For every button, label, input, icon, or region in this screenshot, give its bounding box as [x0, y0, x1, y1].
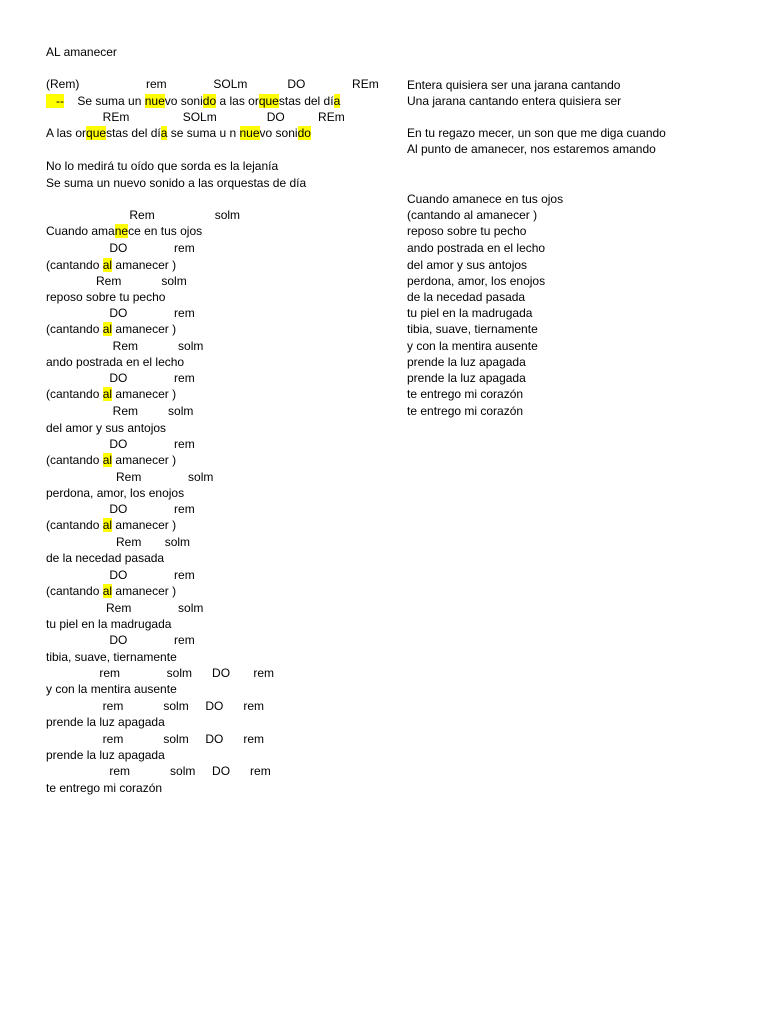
text-line	[407, 305, 532, 321]
text-span: (Rem) rem SOLm DO REm	[46, 77, 379, 91]
text-span: No lo medirá tu oído que sorda es la lejanía	[46, 159, 279, 173]
text-span: (cantando	[46, 387, 103, 401]
text-line	[46, 567, 195, 583]
highlighted-syllable: a	[160, 126, 168, 140]
text-span: Cuando ama	[46, 224, 115, 238]
text-span: Una jarana cantando entera quisiera ser	[407, 94, 622, 108]
highlighted-syllable: do	[297, 126, 311, 140]
text-line	[46, 109, 345, 125]
text-line	[46, 370, 195, 386]
highlighted-syllable: que	[86, 126, 107, 140]
text-span: tu piel en la madrugada	[407, 306, 533, 320]
text-span: tibia, suave, tiernamente	[407, 322, 538, 336]
text-span: stas del dí	[106, 126, 161, 140]
text-span: de la necedad pasada	[407, 290, 526, 304]
text-span: del amor y sus antojos	[46, 421, 167, 435]
text-span: Rem solm	[46, 601, 204, 615]
text-span: perdona, amor, los enojos	[46, 486, 185, 500]
text-line	[46, 207, 240, 223]
text-line	[46, 44, 117, 60]
highlighted-syllable: a	[333, 94, 341, 108]
text-span: prende la luz apagada	[46, 748, 165, 762]
text-line	[46, 501, 195, 517]
text-line	[46, 240, 195, 256]
text-span: prende la luz apagada	[46, 715, 165, 729]
highlighted-syllable: al	[102, 584, 113, 598]
text-span: rem solm DO rem	[46, 764, 271, 778]
text-line	[407, 141, 656, 157]
text-line	[46, 93, 340, 109]
text-line	[46, 158, 278, 174]
text-span: DO rem	[46, 437, 195, 451]
text-line	[407, 338, 538, 354]
text-span: A las or	[46, 126, 87, 140]
text-span: amanecer )	[112, 322, 177, 336]
highlighted-syllable: nue	[144, 94, 165, 108]
text-span: Rem solm	[46, 535, 191, 549]
text-line	[407, 207, 537, 223]
text-span: se suma u n	[167, 126, 240, 140]
text-span: ando postrada en el lecho	[407, 241, 546, 255]
text-span: Se suma un nuevo sonido a las orquestas de día	[46, 176, 307, 190]
text-line	[407, 125, 666, 141]
text-span: y con la mentira ausente	[407, 339, 538, 353]
text-line	[46, 780, 162, 796]
text-line	[407, 273, 545, 289]
text-span: (cantando	[46, 453, 103, 467]
highlighted-syllable: que	[258, 94, 279, 108]
text-span: de la necedad pasada	[46, 551, 165, 565]
text-span: DO rem	[46, 568, 195, 582]
text-span: Entera quisiera ser una jarana cantando	[407, 78, 621, 92]
text-span: ce en tus ojos	[128, 224, 203, 238]
text-line	[46, 125, 311, 141]
text-line	[46, 76, 379, 92]
highlighted-syllable: al	[102, 387, 113, 401]
text-span: a las or	[216, 94, 259, 108]
text-line	[46, 289, 165, 305]
text-span: En tu regazo mecer, un son que me diga cuando	[407, 126, 666, 140]
text-line	[46, 403, 193, 419]
text-span: (cantando	[46, 584, 103, 598]
highlighted-syllable: al	[102, 322, 113, 336]
text-span: del amor y sus antojos	[407, 258, 528, 272]
text-span: te entrego mi corazón	[46, 781, 163, 795]
text-span: amanecer )	[112, 453, 177, 467]
text-span: tu piel en la madrugada	[46, 617, 172, 631]
text-span: Rem solm	[46, 339, 204, 353]
text-line	[46, 485, 184, 501]
text-line	[46, 386, 176, 402]
text-line	[407, 354, 526, 370]
text-line	[46, 273, 187, 289]
text-span: REm SOLm DO REm	[46, 110, 345, 124]
text-line	[407, 386, 523, 402]
text-span: DO rem	[46, 306, 195, 320]
text-line	[407, 321, 538, 337]
text-line	[46, 534, 190, 550]
highlighted-syllable: nue	[239, 126, 260, 140]
text-span: Se suma un	[64, 94, 145, 108]
text-line	[46, 175, 306, 191]
text-span: amanecer )	[112, 584, 177, 598]
text-line	[46, 600, 203, 616]
text-line	[46, 321, 176, 337]
text-span: vo soni	[259, 126, 298, 140]
text-span: te entrego mi corazón	[407, 404, 524, 418]
highlighted-syllable: al	[102, 518, 113, 532]
text-line	[46, 436, 195, 452]
text-span: rem solm DO rem	[46, 666, 275, 680]
text-line	[46, 616, 171, 632]
text-span: DO rem	[46, 371, 195, 385]
text-span: (cantando	[46, 258, 103, 272]
text-line	[46, 681, 177, 697]
text-span: stas del dí	[278, 94, 334, 108]
text-line	[46, 698, 264, 714]
text-span: (cantando al amanecer )	[407, 208, 538, 222]
text-line	[407, 240, 545, 256]
text-span: DO rem	[46, 633, 195, 647]
text-line	[46, 763, 271, 779]
text-line	[407, 403, 523, 419]
text-line	[46, 354, 184, 370]
text-span: (cantando	[46, 518, 103, 532]
text-line	[46, 632, 195, 648]
text-span: rem solm DO rem	[46, 732, 265, 746]
text-span: Rem solm	[46, 470, 214, 484]
text-line	[46, 305, 195, 321]
text-span: reposo sobre tu pecho	[407, 224, 527, 238]
text-line	[46, 420, 166, 436]
text-span: Rem solm	[46, 404, 194, 418]
text-line	[46, 517, 176, 533]
text-span: amanecer )	[112, 518, 177, 532]
text-span: vo soni	[164, 94, 203, 108]
text-span: rem solm DO rem	[46, 699, 265, 713]
text-line	[46, 714, 165, 730]
text-span: Rem solm	[46, 208, 241, 222]
text-span: perdona, amor, los enojos	[407, 274, 546, 288]
text-line	[46, 469, 213, 485]
text-line	[407, 289, 525, 305]
text-span: reposo sobre tu pecho	[46, 290, 166, 304]
highlighted-syllable: ne	[114, 224, 129, 238]
text-line	[407, 191, 563, 207]
text-line	[407, 93, 621, 109]
text-span: amanecer )	[112, 387, 177, 401]
text-line	[407, 223, 526, 239]
text-span: te entrego mi corazón	[407, 387, 524, 401]
text-span: (cantando	[46, 322, 103, 336]
text-line	[46, 731, 264, 747]
text-line	[46, 452, 176, 468]
highlighted-syllable: --	[46, 94, 64, 108]
text-line	[407, 257, 527, 273]
text-line	[46, 550, 164, 566]
highlighted-syllable: al	[102, 453, 113, 467]
text-span: DO rem	[46, 502, 195, 516]
text-span: Rem solm	[46, 274, 187, 288]
text-span: Cuando amanece en tus ojos	[407, 192, 564, 206]
highlighted-syllable: do	[202, 94, 217, 108]
text-span: DO rem	[46, 241, 195, 255]
text-line	[46, 223, 202, 239]
text-line	[46, 338, 203, 354]
text-span: tibia, suave, tiernamente	[46, 650, 177, 664]
text-span: AL amanecer	[46, 45, 117, 59]
text-span: Al punto de amanecer, nos estaremos amando	[407, 142, 656, 156]
text-span: prende la luz apagada	[407, 371, 526, 385]
text-line	[407, 77, 620, 93]
text-line	[46, 257, 176, 273]
highlighted-syllable: al	[102, 258, 113, 272]
text-line	[46, 649, 177, 665]
text-span: amanecer )	[112, 258, 177, 272]
text-line	[46, 747, 165, 763]
text-line	[407, 370, 526, 386]
text-span: y con la mentira ausente	[46, 682, 177, 696]
text-line	[46, 583, 176, 599]
text-span: ando postrada en el lecho	[46, 355, 185, 369]
text-line	[46, 665, 274, 681]
text-span: prende la luz apagada	[407, 355, 526, 369]
